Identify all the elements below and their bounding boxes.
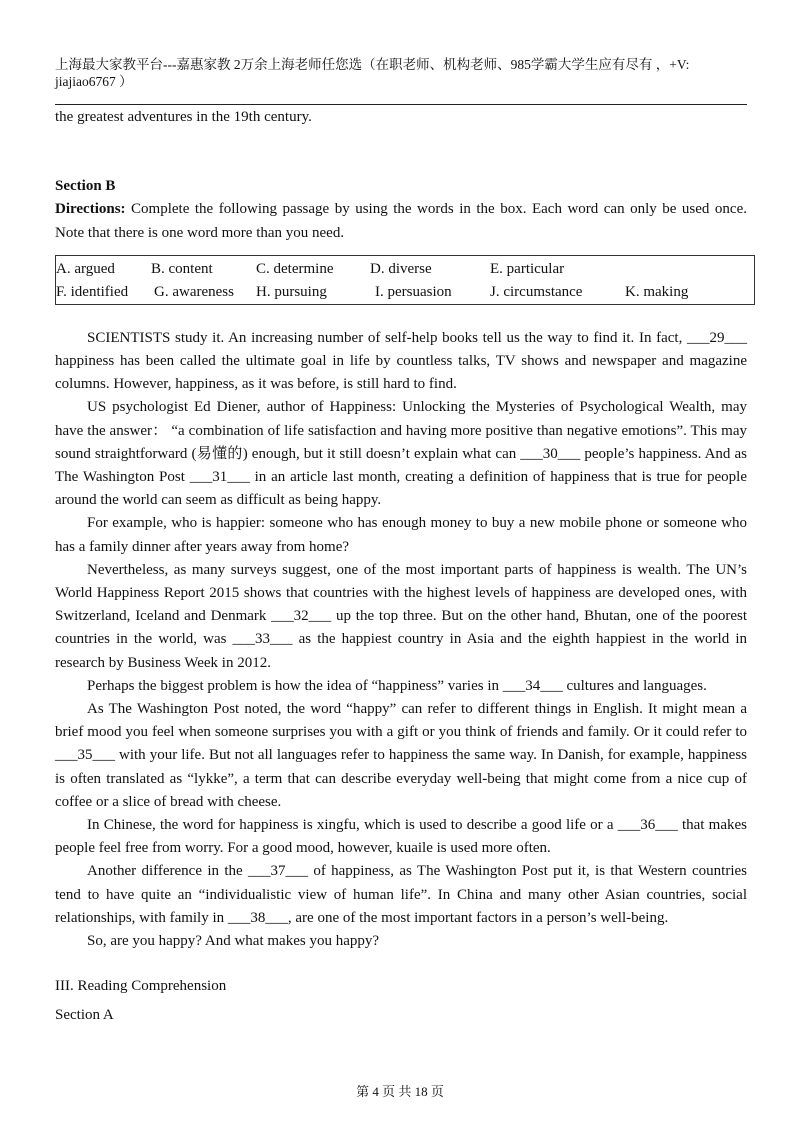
- passage-paragraph: SCIENTISTS study it. An increasing number of self-help books tell us the way to find it. In fact, ___29___ happiness has been called the ultimate goal in life by countless talks, TV shows and newspaper and magazine columns. However, happiness, as it was before, is still hard to find.: [55, 329, 747, 393]
- header-line-2: jiajiao6767 ）: [55, 74, 133, 89]
- word-option: B. content: [151, 260, 213, 277]
- passage-paragraph: As The Washington Post noted, the word “happy” can refer to different things in English. It might mean a brief mood you feel when someone surprises you with a gift or you think of friends and family. Or it could refer to ___35___ with your life. But not all languages refer to happiness the same way. In Danish, for example, happiness is often translated as “lykke”, a term that can describe everyday well-being that might come from a nice cup of coffee or a slice of bread with cheese.: [55, 701, 747, 810]
- section-heading: Section A: [55, 1006, 114, 1023]
- passage-paragraph: Another difference in the ___37___ of happiness, as The Washington Post put it, is that Western countries tend to have quite an “individualistic view of human life”. In China and many other Asian countries, social relationships, with family in ___38___, are one of the most important factors in a person’s well-being.: [55, 863, 747, 926]
- next-part: [55, 975, 747, 1026]
- directions: [55, 198, 747, 244]
- word-box: [55, 255, 755, 305]
- page-number: 第 4 页 共 18 页: [356, 1084, 444, 1099]
- passage-paragraph: So, are you happy? And what makes you happy?: [87, 933, 380, 950]
- document-body: [55, 106, 747, 1032]
- directions-label: Directions:: [55, 201, 126, 218]
- word-box-row-2: [56, 281, 754, 304]
- word-box-row-1: [56, 258, 754, 281]
- word-option: I. persuasion: [375, 283, 452, 300]
- continued-text: the greatest adventures in the 19th century.: [55, 109, 312, 125]
- section-b-title: Section B: [55, 178, 116, 195]
- word-option: C. determine: [256, 260, 334, 277]
- word-option: K. making: [625, 283, 689, 300]
- reading-passage: [55, 327, 747, 953]
- passage-paragraph: Perhaps the biggest problem is how the idea of “happiness” varies in ___34___ cultures and languages.: [87, 677, 707, 694]
- word-option: G. awareness: [154, 283, 234, 300]
- word-option: D. diverse: [370, 260, 432, 277]
- word-option: A. argued: [56, 260, 115, 277]
- passage-paragraph: US psychologist Ed Diener, author of Happiness: Unlocking the Mysteries of Psychological Wealth, may have the answer： “a combination of life satisfaction and having more positive than negative emotions”. This may sound straightforward (易懂的) enough, but it still doesn’t explain what can ___30___ people’s happiness. And as The Washington Post ___31___ in an article last month, creating a definition of happiness that is true for people around the world can seem as difficult as being happy.: [55, 399, 747, 509]
- word-option: F. identified: [56, 283, 129, 300]
- page-header: [55, 56, 747, 90]
- word-option: J. circumstance: [490, 283, 583, 300]
- word-option: E. particular: [490, 260, 565, 277]
- header-line-1: 上海最大家教平台---嘉惠家教 2万余上海老师任您选（在职老师、机构老师、985学霸大学生应有尽有 ，+V:: [55, 57, 690, 72]
- directions-text: Complete the following passage by using the words in the box. Each word can only be used once. Note that there is one word more than you need.: [55, 201, 747, 241]
- header-divider: [55, 104, 747, 105]
- word-option: H. pursuing: [256, 283, 327, 300]
- passage-paragraph: Nevertheless, as many surveys suggest, one of the most important parts of happiness is wealth. The UN’s World Happiness Report 2015 shows that countries with the highest levels of happiness are developed ones, with Switzerland, Iceland and Denmark ___32___ up the top three. But on the other hand, Bhutan, one of the poorest countries in the world, was ___33___ as the happiest country in Asia and the eighth happiest in the world in research by Business Week in 2012.: [55, 561, 747, 671]
- part-heading: III. Reading Comprehension: [55, 978, 227, 995]
- passage-paragraph: In Chinese, the word for happiness is xingfu, which is used to describe a good life or a ___36___ that makes people feel free from worry. For a good mood, however, kuaile is used more often.: [55, 817, 747, 857]
- passage-paragraph: For example, who is happier: someone who has enough money to buy a new mobile phone or someone who has a family dinner after years away from home?: [55, 515, 747, 555]
